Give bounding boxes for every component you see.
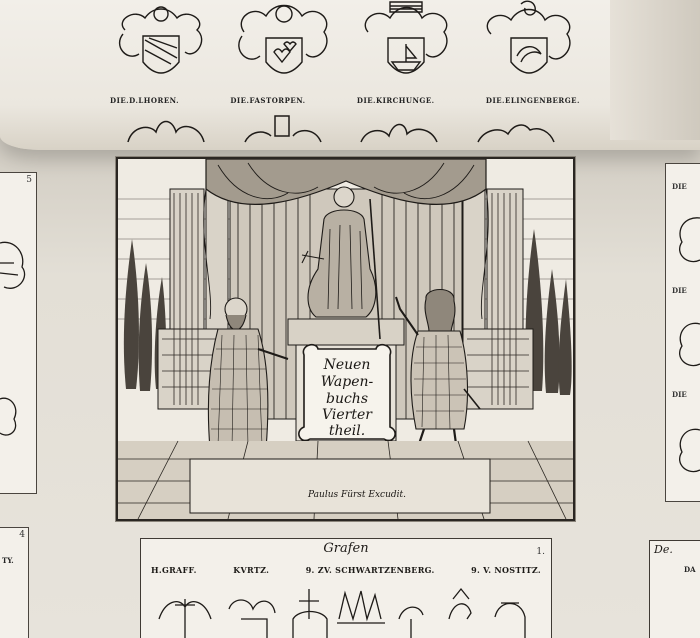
crest-label-4: DIE.ELINGENBERGE.: [485, 96, 580, 105]
coat-of-arms-4: [473, 0, 585, 95]
frontispiece-engraving: [116, 157, 575, 521]
grafen-page-number: 1.: [536, 547, 545, 557]
bottom-right-name: DA: [684, 565, 696, 574]
crest-label-2: DIE.FASTORPEN.: [230, 96, 306, 105]
lower-left-page-number: 4: [19, 530, 25, 540]
right-label-3: DIE: [672, 390, 687, 399]
crest-label-3: DIE.KIRCHUNGE.: [356, 96, 435, 105]
cartouche-line-4: Vierter: [322, 407, 372, 423]
helm-crest-1: [120, 108, 210, 146]
grafen-name-row: [151, 565, 541, 575]
helm-crest-3: [353, 108, 443, 146]
top-crest-row: [105, 0, 585, 95]
helm-crest-2: [237, 108, 327, 146]
right-label-1: DIE: [672, 182, 687, 191]
grafen-name-1: H.GRAFF.: [151, 565, 197, 575]
cartouche-line-2: Wapen-: [320, 374, 374, 390]
engraving-drawing: [118, 159, 573, 519]
cartouche-line-5: theil.: [328, 423, 366, 439]
cartouche-line-1: Neuen: [323, 357, 371, 373]
left-page-number: 5: [26, 175, 32, 185]
helm-crest-4: [470, 108, 560, 146]
engraver-signature: Paulus Fürst Excudit.: [308, 490, 407, 500]
right-partial-sheet: [665, 163, 700, 502]
bottom-right-partial-sheet: [649, 540, 700, 638]
grafen-sheet: [140, 538, 552, 638]
bottom-left-partial-sheet: [0, 527, 29, 638]
left-partial-sheet: [0, 172, 37, 494]
coat-of-arms-2: [228, 0, 340, 95]
top-crest-labels: [110, 96, 580, 105]
grafen-title: Grafen: [323, 541, 369, 556]
left-sheet-arms: [0, 173, 36, 493]
bottom-right-title: De.: [654, 543, 673, 556]
grafen-arms-row: [149, 579, 543, 638]
lower-left-fragment: TY.: [2, 556, 14, 565]
right-sheet-arms: [666, 164, 700, 501]
coat-of-arms-1: [105, 0, 217, 95]
second-crest-row: [120, 108, 560, 146]
coat-of-arms-3: [350, 0, 462, 95]
grafen-name-3: 9. ZV. SCHWARTZENBERG.: [305, 565, 435, 575]
curl-shadow: [610, 0, 700, 140]
cartouche-line-3: buchs: [325, 391, 369, 407]
right-label-2: DIE: [672, 286, 687, 295]
crest-label-1: DIE.D.LHOREN.: [110, 96, 180, 105]
grafen-name-2: KVRTZ.: [233, 565, 270, 575]
grafen-name-4: 9. V. NOSTITZ.: [471, 565, 541, 575]
